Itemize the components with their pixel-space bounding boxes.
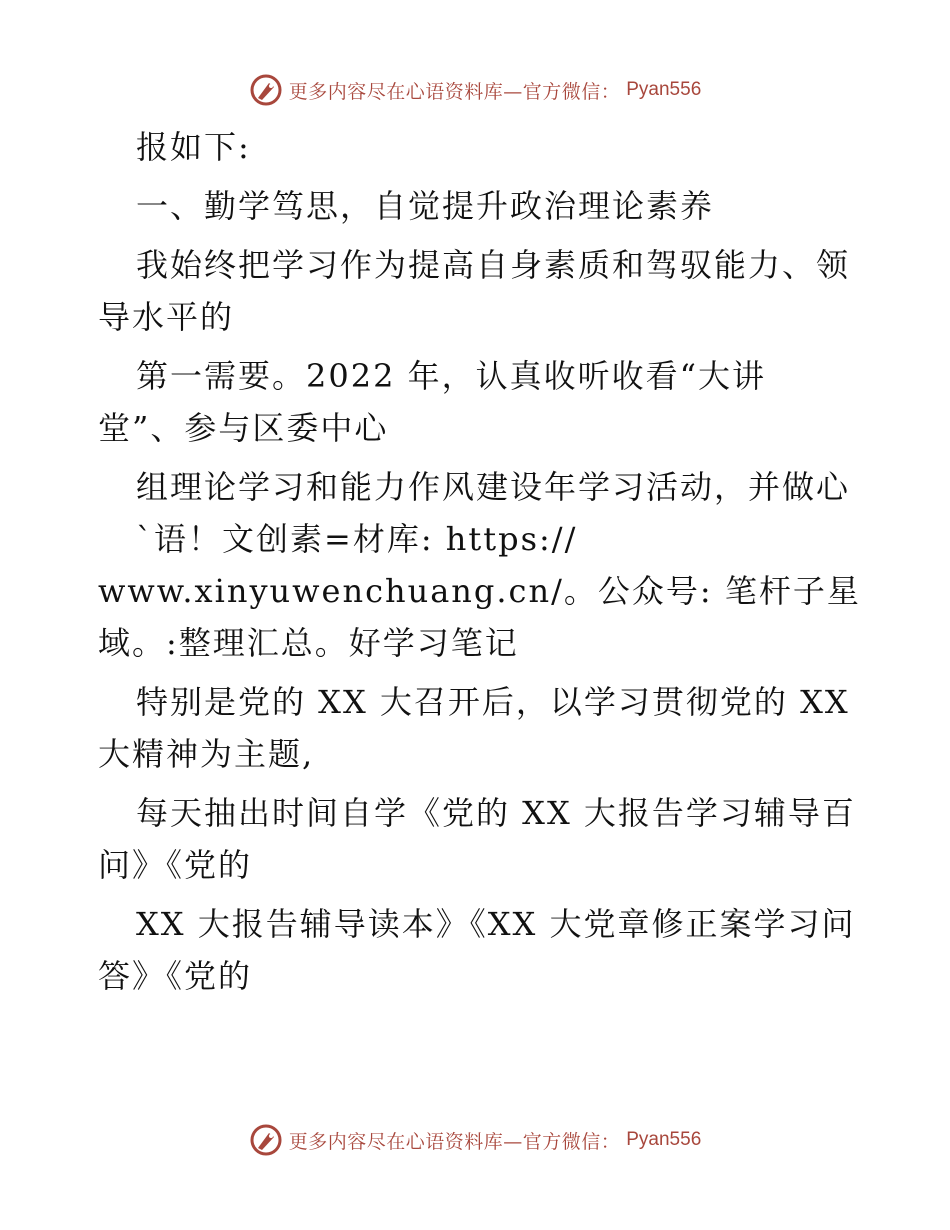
pen-nib-logo-icon — [249, 73, 283, 107]
paragraph-line: 我始终把学习作为提高自身素质和驾驭能力、领 — [136, 246, 851, 284]
paragraph-line: 答》《党的 — [98, 957, 253, 995]
document-body — [98, 125, 861, 1013]
section-heading: 一、勤学笃思，自觉提升政治理论素养 — [136, 187, 715, 225]
banner-text: 更多内容尽在心语资料库—官方微信： — [288, 80, 621, 103]
paragraph-line: XX 大报告辅导读本》《XX 大党章修正案学习问 — [136, 905, 856, 943]
paragraph-line: 特别是党的 XX 大召开后，以学习贯彻党的 XX — [136, 683, 850, 721]
paragraph-line: www.xinyuwenchuang.cn/。公众号: 笔杆子星 — [98, 572, 861, 610]
paragraph-line: 每天抽出时间自学《党的 XX 大报告学习辅导百 — [136, 794, 856, 832]
pen-nib-logo-icon — [249, 1123, 283, 1157]
paragraph-line: 导水平的 — [98, 298, 235, 336]
footer-banner — [0, 1120, 950, 1160]
header-banner — [0, 70, 950, 110]
paragraph-line: 组理论学习和能力作风建设年学习活动，并做心 — [136, 468, 851, 506]
paragraph-line: 问》《党的 — [98, 846, 253, 884]
banner-wechat-id: Pyan556 — [626, 79, 702, 100]
paragraph-line: 域。:整理汇总。好学习笔记 — [98, 624, 519, 662]
paragraph-line: 大精神为主题, — [98, 735, 315, 773]
banner-wechat-id: Pyan556 — [626, 1129, 702, 1150]
paragraph-line: `语！文创素=材库: https:// — [136, 520, 578, 558]
paragraph-line: 报如下: — [136, 128, 251, 166]
paragraph-line: 堂”、参与区委中心 — [98, 409, 389, 447]
banner-text: 更多内容尽在心语资料库—官方微信： — [288, 1130, 621, 1153]
paragraph-line: 第一需要。2022 年，认真收听收看“大讲 — [136, 357, 766, 395]
